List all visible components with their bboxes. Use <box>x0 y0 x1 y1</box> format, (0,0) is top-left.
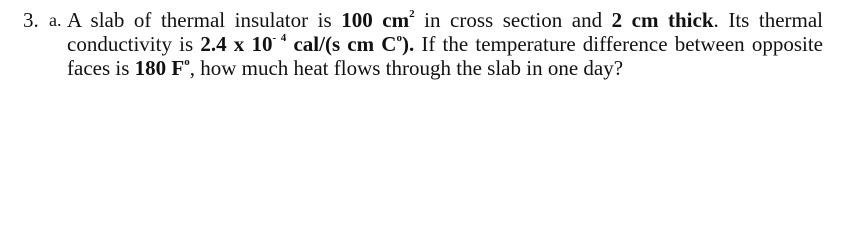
text-segment: , how much heat flows through the slab in one day? <box>189 56 624 80</box>
cross-section-value: 100 $cm^2$ <box>341 8 415 32</box>
question-part-letter: a. <box>49 10 62 30</box>
exponent: 2 <box>409 8 415 20</box>
degree-symbol: o <box>184 56 190 68</box>
text-segment: in cross section and <box>414 8 612 32</box>
question-block <box>23 8 823 80</box>
thickness-value: 2 cm thick <box>611 8 714 32</box>
text-segment: . Its thermal conductivity is <box>67 8 824 56</box>
degree-symbol: o <box>396 32 402 44</box>
exponent: - 4 <box>272 32 287 44</box>
text-segment: If the temperature difference between opposite faces is <box>67 32 823 80</box>
text-segment: A slab of thermal insulator is <box>67 8 342 32</box>
question-text <box>67 8 823 80</box>
question-number: 3. <box>23 8 39 32</box>
conductivity-value: 2.4 x $10^{- 4}$ cal/(s cm $C^o$). <box>200 32 415 56</box>
temperature-difference-value: 180 $F^o$ <box>134 56 190 80</box>
